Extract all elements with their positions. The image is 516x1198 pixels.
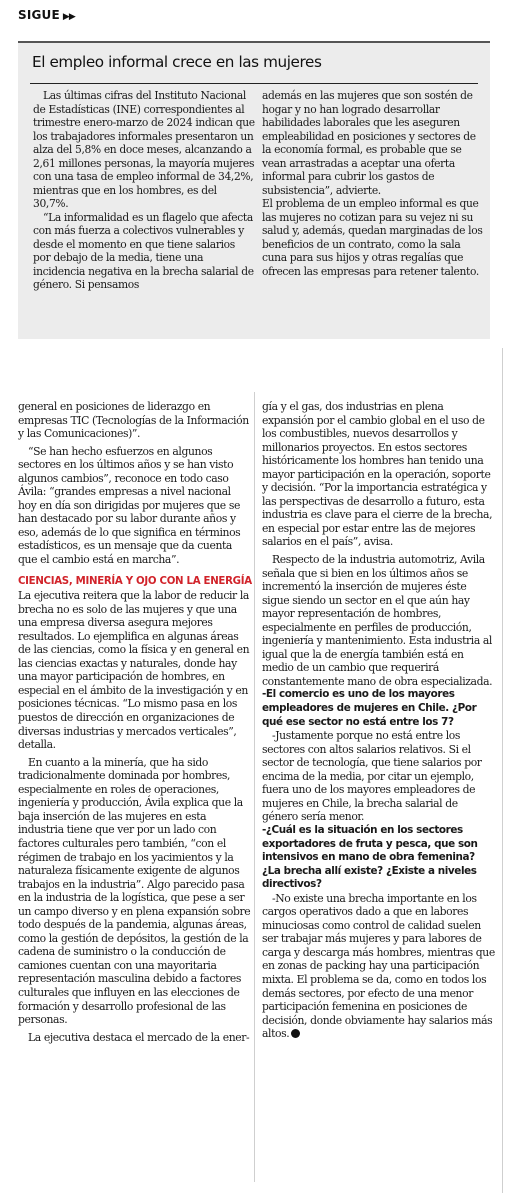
article-paragraph: general en posiciones de liderazgo en empresas TIC (Tecnologías de la Información y las Comunicaciones)”. [18,400,249,441]
interview-question: -¿Cuál es la situación en los sectores exportadores de fruta y pesca, que son intensivos en mano de obra femenina? ¿La brecha allí existe? ¿Existe a niveles directivos? [262,823,478,891]
interview-answer [262,892,496,1041]
sidebar-paragraph: Las últimas cifras del Instituto Nacional de Estadísticas (INE) correspondientes al trimestre enero-marzo de 2024 indican que los trabajadores informales presentaron un alza del 5,8% en doce meses, alcanzando a 2,61 millones personas, la mayoría mujeres con una tasa de empleo informal de 34,2%, mientras que en los hombres, es del 30,7%. [33,89,255,210]
article-paragraph: “Se han hecho esfuerzos en algunos sectores en los últimos años y se han visto algunos cambios”, reconoce en todo caso Ávila: “grandes empresas a nivel nacional hoy en día son dirigidas por mujeres que se han destacado por su labor durante años y eso, además de lo que significa en términos estadísticos, es un mensaje que da cuenta que el cambio está en marcha”. [18,444,241,567]
sidebar-title: El empleo informal crece en las mujeres [32,53,322,71]
article-paragraph: La ejecutiva reitera que la labor de reducir la brecha no es solo de las mujeres y que una una empresa diversa asegura mejores resultados. Lo ejemplifica en algunas áreas de las ciencias, como la física y en general en las ciencias exactas y naturales, donde hay una mayor participación de hombres, en especial en el ámbito de la investigación y en posiciones técnicas. “Lo mismo pasa en los puestos de dirección en organizaciones de diversas industrias y mercados verticales”, detalla. [18,589,250,752]
end-of-article-icon [291,1029,300,1038]
column-divider [254,392,255,1182]
sidebar-column-1 [33,89,255,292]
answer-text: -No existe una brecha importante en los cargos operativos dado a que en labores minuciosas como control de calidad suelen ser trabajar más mujeres y para labores de carga y descarga más hombres, mientras que en zonas de packing hay una participación mixta. El problema se da, como en todos los demás sectores, por efecto de una menor participación femenina en posiciones de decisión, donde obviamente hay salarios más altos. [262,891,495,1041]
article-paragraph: La ejecutiva destaca el mercado de la ener- [28,1030,250,1044]
sidebar-paragraph: además en las mujeres que son sostén de hogar y no han logrado desarrollar habilidades laborales que les aseguren empleabilidad en posiciones y sectores de la economía formal, es probable que se vean arrastradas a aceptar una oferta informal para cubrir los gastos de subsistencia”, advierte. [262,89,476,197]
sidebar-box [18,41,490,339]
continue-text: SIGUE [18,8,60,22]
sidebar-divider [30,83,478,84]
sidebar-paragraph: El problema de un empleo informal es que las mujeres no cotizan para su vejez ni su salud y, además, quedan marginadas de los beneficios de un contrato, como la sala cuna para sus hijos y otras regalías que ofrecen las empresas para retener talento. [262,197,483,278]
page-edge-rule [502,348,503,1193]
article-column-1 [18,400,252,1044]
interview-question: -El comercio es uno de los mayores empleadores de mujeres en Chile. ¿Por qué ese sector no está entre los 7? [262,688,477,728]
interview-answer: -Justamente porque no está entre los sectores con altos salarios relativos. Si el sector de tecnología, que tiene salarios por encima de la media, por citar un ejemplo, fuera uno de los mayores empleadores de mujeres en Chile, la brecha salarial de género sería menor. [262,729,482,824]
double-arrow-icon: ▶▶ [62,12,75,22]
section-subhead: CIENCIAS, MINERÍA Y OJO CON LA ENERGÍA [18,575,252,587]
sidebar-column-2 [262,89,484,278]
sidebar-paragraph: “La informalidad es un flagelo que afecta con más fuerza a colectivos vulnerables y desde el momento en que tiene salarios por debajo de la media, tiene una incidencia negativa en la brecha salarial de género. Si pensamos [33,210,254,291]
article-paragraph: Respecto de la industria automotriz, Avila señala que si bien en los últimos años se incrementó la inserción de mujeres éste sigue siendo un sector en el que aún hay mayor representación de hombres, especialmente en perfiles de producción, ingeniería y mantenimiento. Esta industria al igual que la de energía también está en medio de un cambio que requerirá constantemente mano de obra especializada. [262,553,493,688]
article-column-2 [262,400,496,1041]
article-paragraph: gía y el gas, dos industrias en plena expansión por el cambio global en el uso de los combustibles, nuevos desarrollos y millonarios proyectos. En estos sectores históricamente los hombres han tenido una mayor participación en la operación, soporte y decisión. “Por la importancia estratégica y las perspectivas de desarrollo a futuro, esta industria es clave para el cierre de la brecha, en especial por estar entre las de mejores salarios en el país”, avisa. [262,400,493,549]
article-paragraph: En cuanto a la minería, que ha sido tradicionalmente dominada por hombres, especialmente en roles de operaciones, ingeniería y producción, Ávila explica que la baja inserción de las mujeres en esta industria tiene que ver por un lado con factores culturales pero también, “con el régimen de trabajo en los yacimientos y la naturaleza físicamente exigente de algunos trabajos en la industria”. Algo parecido pasa en la industria de la logística, que pese a ser un campo diverso y en plena expansión sobre todo después de la pandemia, algunas áreas, como la gestión de depósitos, la gestión de la cadena de suministro o la conducción de camiones cuentan con una mayoritaria representación masculina debido a factores culturales que influyen en las elecciones de formación y desarrollo profesional de las personas. [18,755,251,1027]
continue-label [18,8,75,22]
